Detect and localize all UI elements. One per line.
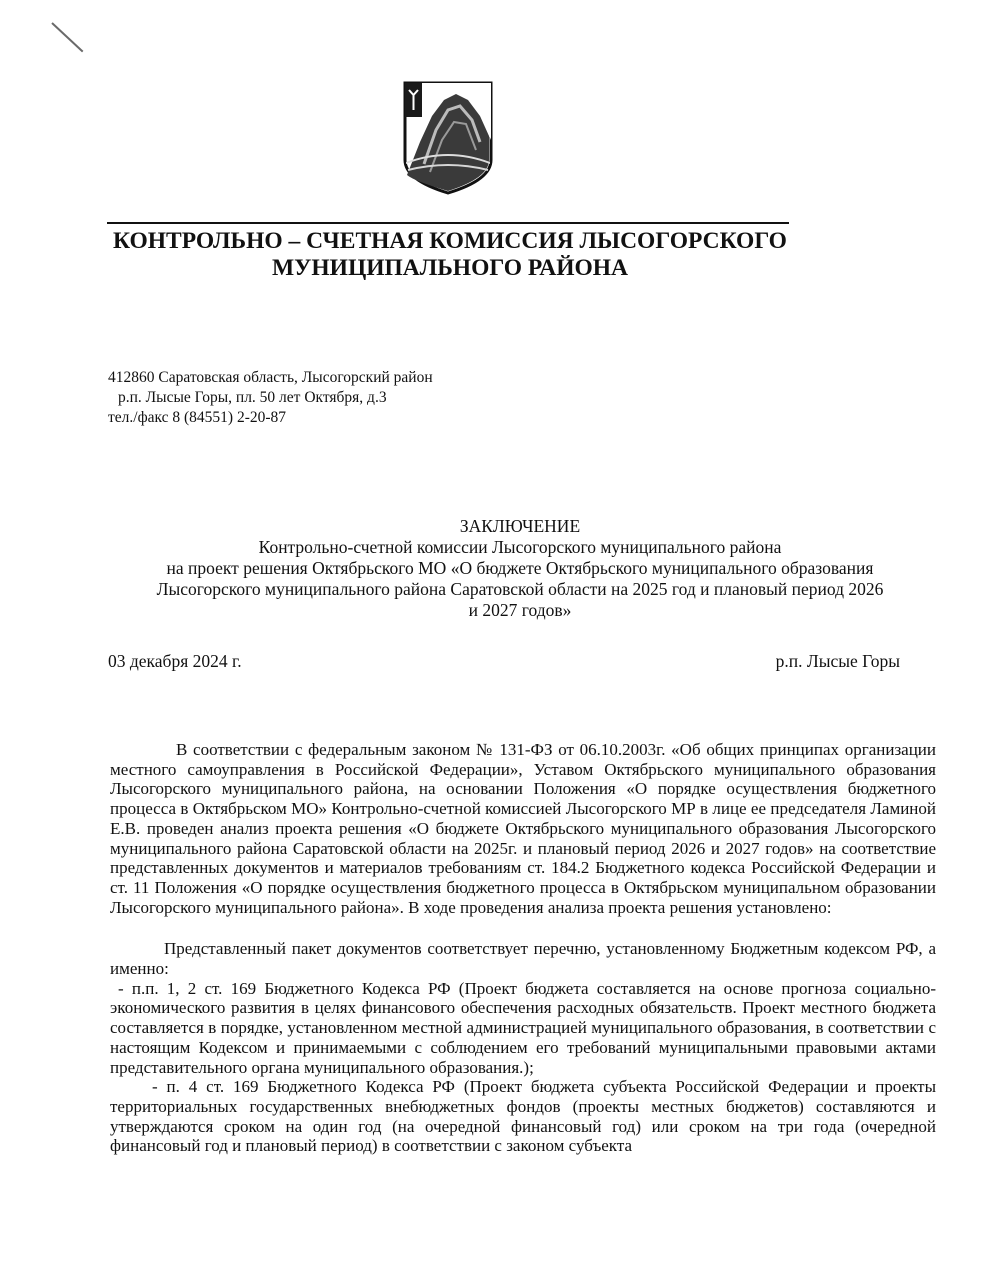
document-subtitle-line-4: и 2027 годов» — [468, 600, 572, 620]
document-date: 03 декабря 2024 г. — [108, 651, 242, 671]
document-body — [110, 740, 936, 1156]
header-rule — [107, 222, 789, 224]
list-item-2: - п. 4 ст. 169 Бюджетного Кодекса РФ (Проект бюджета субъекта Российской Федерации и проекты территориальных государственных внебюджетных фондов (проекты местных бюджетов) составляются и утверждаются сроком на один год (на очередной финансовый год) или сроком на три года (очередной финансовый год и плановый период) в соответствии с законом субъекта — [110, 1077, 936, 1156]
document-title: ЗАКЛЮЧЕНИЕ — [459, 516, 581, 536]
org-title-line-1: КОНТРОЛЬНО – СЧЕТНАЯ КОМИССИЯ ЛЫСОГОРСКОГО — [113, 228, 787, 254]
organization-title — [100, 228, 800, 282]
body-paragraph-1: В соответствии с федеральным законом № 131-ФЗ от 06.10.2003г. «Об общих принципах организации местного самоуправления в Российской Федерации», Уставом Октябрьского муниципального образования Лысогорского муниципального района, на основании Положения «О порядке осуществления бюджетного процесса в Октябрьском МО» Контрольно-счетной комиссией Лысогорского МР в лице ее председателя Ламиной Е.В. проведен анализ проекта решения «О бюджете Октябрьского муниципального образования Лысогорского муниципального района Саратовской области на 2025г. и плановый период 2026 и 2027 годов» на соответствие представленных документов и материалов требованиям ст. 184.2 Бюджетного кодекса Российской Федерации и ст. 11 Положения «О порядке осуществления бюджетного процесса в Октябрьском муниципальном образовании Лысогорского муниципального района». В ходе проведения анализа проекта решения установлено: — [110, 740, 936, 917]
document-heading — [100, 516, 940, 621]
document-subtitle-line-2: на проект решения Октябрьского МО «О бюджете Октябрьского муниципального образования — [166, 558, 874, 578]
coat-of-arms-emblem — [402, 80, 494, 196]
scan-mark — [51, 22, 83, 52]
address-block — [108, 368, 433, 428]
document-subtitle-line-1: Контрольно-счетной комиссии Лысогорского муниципального района — [258, 537, 782, 557]
address-line-2: р.п. Лысые Горы, пл. 50 лет Октября, д.3 — [118, 389, 387, 406]
list-item-1: - п.п. 1, 2 ст. 169 Бюджетного Кодекса РФ (Проект бюджета составляется на основе прогноза социально-экономического развития в целях финансового обеспечения расходных обязательств. Проект местного бюджета составляется в порядке, установленном местной администрацией муниципального образования, в соответствии с настоящим Кодексом и принимаемыми с соблюдением его требований муниципальными правовыми актами представительного органа муниципального образования.); — [110, 978, 936, 1077]
body-paragraph-2: Представленный пакет документов соответствует перечню, установленному Бюджетным кодексом РФ, а именно: — [110, 939, 936, 979]
org-title-line-2: МУНИЦИПАЛЬНОГО РАЙОНА — [271, 255, 629, 281]
document-subtitle-line-3: Лысогорского муниципального района Саратовской области на 2025 год и плановый период 2026 — [156, 579, 884, 599]
address-line-3: тел./факс 8 (84551) 2-20-87 — [108, 409, 287, 426]
address-line-1: 412860 Саратовская область, Лысогорский район — [108, 369, 433, 386]
document-place: р.п. Лысые Горы — [775, 651, 900, 671]
date-place-row — [108, 651, 900, 672]
